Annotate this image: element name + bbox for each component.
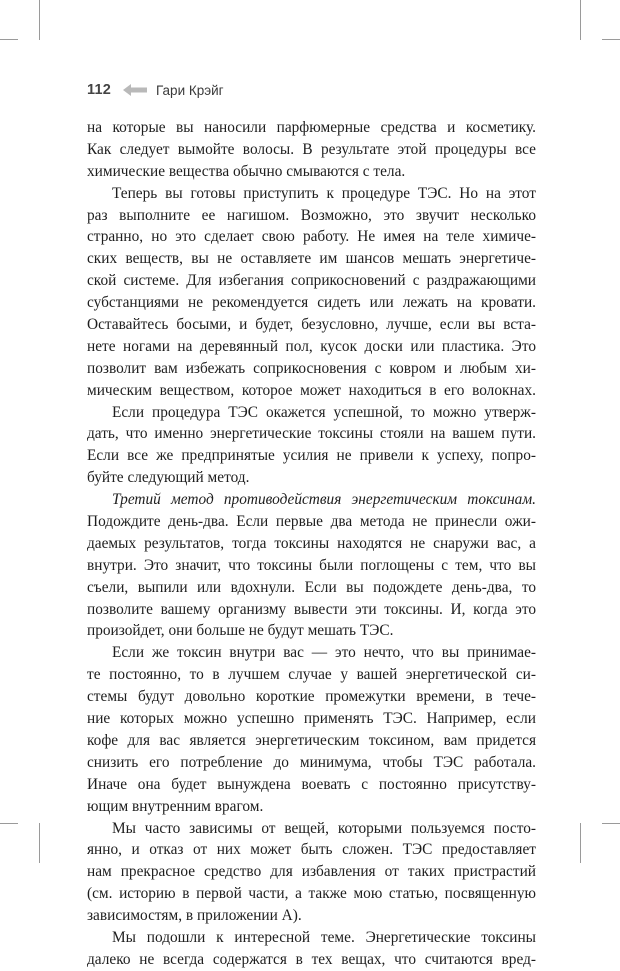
text-line: снизить его потребление до минимума, чтобы ТЭС работала. (87, 753, 536, 771)
text-line: химические вещества обычно смываются с тела. (87, 162, 406, 180)
crop-mark-top-left (39, 0, 40, 40)
text-line: мическим веществом, которое может находиться в его волокнах. (87, 381, 536, 399)
text-line: Мы часто зависимы от вещей, которыми пользуемся посто- (112, 819, 536, 837)
page-number: 112 (87, 82, 111, 98)
text-line: ющим внутренним врагом. (87, 797, 264, 815)
text-line: стемы будут довольно короткие промежутки времени, в тече- (87, 688, 536, 706)
text-line: Подождите день-два. Если первые два метода не принесли ожи- (87, 513, 536, 531)
text-line: нам прекрасное средство для избавления от таких пристрастий (87, 863, 536, 881)
text-line: нете ногами на деревянный пол, кусок доски или пластика. Это (87, 337, 536, 355)
text-line: Если процедура ТЭС окажется успешной, то можно утверж- (112, 403, 536, 421)
crop-mark-bottom-right (580, 823, 581, 863)
text-line: ние которых можно успешно применять ТЭС. Например, если (87, 710, 536, 728)
text-line: Мы подошли к интересной теме. Энергетические токсины (112, 928, 536, 946)
text-line: Иначе она будет вынуждена воевать с постоянно присутству- (87, 775, 536, 793)
crop-mark-left-top (0, 39, 18, 40)
text-line: ских веществ, вы не оставляете им шансов мешать энергетиче- (87, 250, 536, 268)
text-line: янно, и отказ от них может быть сложен. ТЭС предоставляет (87, 841, 536, 859)
text-line: дать, что именно энергетические токсины стояли на вашем пути. (87, 425, 536, 443)
text-line: съели, выпили или вдохнули. Если вы подождете день-два, то (87, 578, 536, 596)
text-line: странно, но это сделает свою работу. Не имея на теле химиче- (87, 228, 536, 246)
text-line: произойдет, они больше не будут мешать ТЭС. (87, 622, 394, 640)
text-line: на которые вы наносили парфюмерные средства и косметику. (87, 119, 536, 136)
left-arrow-icon (123, 84, 147, 96)
text-line: даемых результатов, тогда токсины находятся не снаружи вас, а (87, 534, 536, 552)
text-line: (см. историю в первой части, а также мою статью, посвященную (87, 885, 536, 903)
text-line: зависимостям, в приложении А). (87, 907, 302, 925)
crop-mark-right-bottom (602, 823, 620, 824)
text-line: кофе для вас является энергетическим токсином, вам придется (87, 731, 536, 749)
body-text (87, 117, 536, 971)
italic-heading: Третий метод противодействия энергетическим токсинам. (112, 491, 536, 509)
text-line: позволит вам избежать соприкосновения с ковром и любым хи- (87, 359, 536, 377)
text-line: далеко не всегда содержатся в тех вещах, что считаются вред- (87, 950, 536, 968)
text-line: буйте следующий метод. (87, 469, 250, 487)
text-line: Как следует вымойте волосы. В результате этой процедуры все (87, 140, 536, 158)
crop-mark-right-top (602, 39, 620, 40)
text-line: ской системе. Для избегания соприкосновений с раздражающими (87, 272, 536, 290)
crop-mark-bottom-left (39, 823, 40, 863)
author-name: Гари Крэйг (156, 82, 224, 98)
text-line: Оставайтесь босыми, и будет, безусловно, лучше, если вы вста- (87, 316, 536, 334)
text-line: позволите вашему организму вывести эти токсины. И, когда это (87, 600, 536, 618)
text-line: внутри. Это значит, что токсины были поглощены с тем, что вы (87, 556, 536, 574)
text-line: те постоянно, то в лучшем случае у вашей энергетической си- (87, 666, 536, 684)
crop-mark-left-bottom (0, 823, 18, 824)
text-line: Если же токсин внутри вас — это нечто, что вы принимае- (112, 644, 536, 662)
text-line (87, 489, 536, 511)
text-line: субстанциями не рекомендуется сидеть или лежать на кровати. (87, 294, 536, 312)
running-head (87, 79, 224, 101)
crop-mark-top-right (580, 0, 581, 40)
text-line: раз выполните ее нагишом. Возможно, это звучит несколько (87, 206, 536, 224)
text-line: Если все же предпринятые усилия не привели к успеху, попро- (87, 447, 536, 465)
text-line: Теперь вы готовы приступить к процедуре ТЭС. Но на этот (112, 184, 536, 202)
